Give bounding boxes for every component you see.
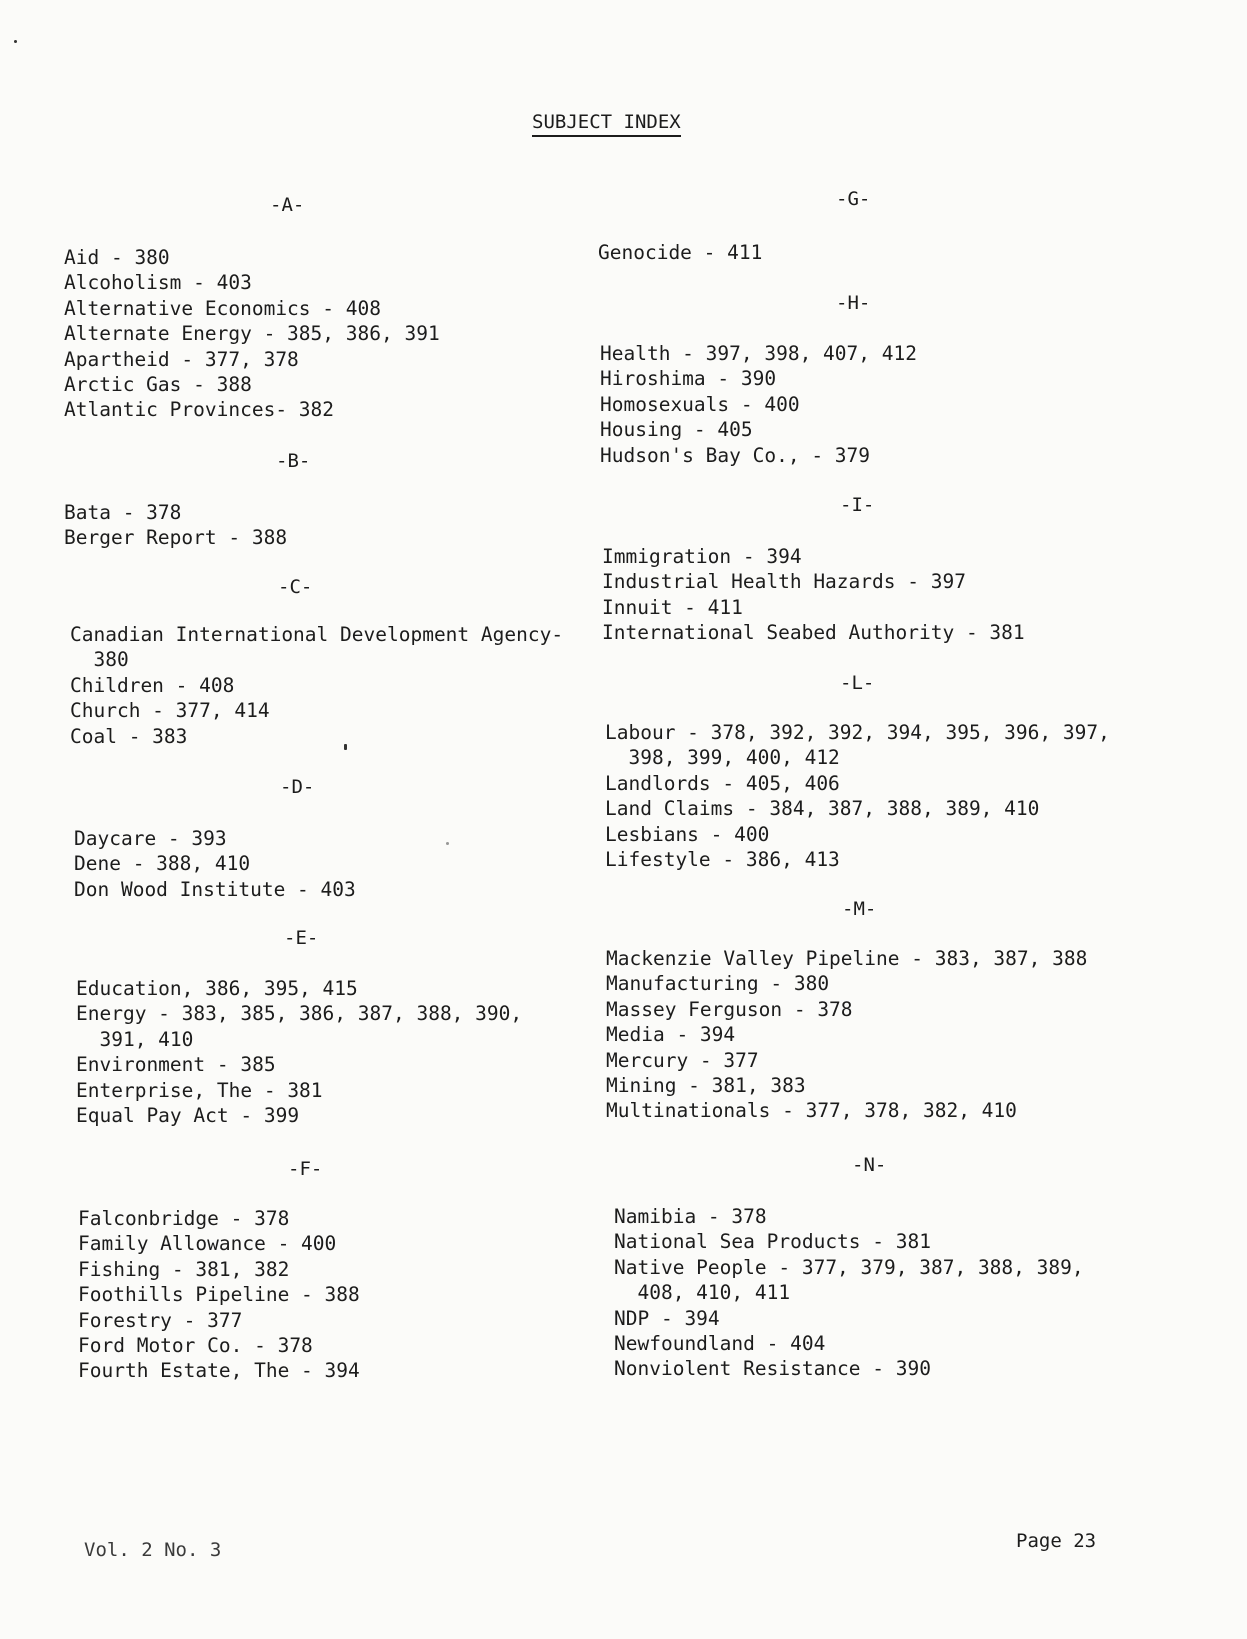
index-entry: NDP - 394 [614, 1306, 720, 1330]
index-entry: Nonviolent Resistance - 390 [614, 1357, 931, 1381]
section-letter: -I- [840, 494, 875, 516]
entry-list [605, 720, 1205, 872]
index-entry: Genocide - 411 [598, 241, 763, 264]
entry-list [606, 946, 1206, 1124]
index-entry: Canadian International Development Agency- [70, 623, 564, 646]
scan-speck [14, 40, 17, 43]
index-entry: Mining - 381, 383 [606, 1074, 806, 1098]
section-letter: -H- [836, 292, 871, 314]
index-entry: Church - 377, 414 [70, 699, 270, 723]
index-entry: Equal Pay Act - 399 [76, 1104, 300, 1128]
index-entry: Bata - 378 [64, 501, 182, 524]
page-number: Page 23 [1016, 1530, 1097, 1552]
index-entry: Ford Motor Co. - 378 [78, 1334, 313, 1358]
index-entry: Fourth Estate, The - 394 [78, 1359, 360, 1383]
index-entry: Industrial Health Hazards - 397 [602, 570, 966, 594]
index-entry: Apartheid - 377, 378 [64, 347, 299, 371]
index-entry: Housing - 405 [600, 418, 753, 442]
index-entry: Atlantic Provinces- 382 [64, 398, 335, 422]
index-entry: Falconbridge - 378 [78, 1207, 290, 1230]
index-entry: Labour - 378, 392, 392, 394, 395, 396, 397, [605, 721, 1110, 744]
section-letter: -G- [836, 188, 871, 210]
index-entry: Alternative Economics - 408 [64, 296, 381, 320]
index-entry: International Seabed Authority - 381 [602, 621, 1025, 645]
index-entry: Landlords - 405, 406 [605, 771, 840, 795]
index-entry: Immigration - 394 [602, 545, 802, 568]
index-entry: Coal - 383 [70, 724, 188, 748]
section-letter: -F- [288, 1158, 323, 1180]
index-entry: Innuit - 411 [602, 595, 743, 619]
scan-speck [446, 842, 449, 845]
index-entry: Newfoundland - 404 [614, 1332, 826, 1356]
index-entry: Alternate Energy - 385, 386, 391 [64, 322, 440, 346]
entry-list [614, 1204, 1214, 1382]
index-entry: Lifestyle - 386, 413 [605, 848, 840, 872]
index-entry: National Sea Products - 381 [614, 1230, 931, 1254]
entry-list [602, 544, 1202, 646]
index-entry: 408, 410, 411 [614, 1281, 791, 1305]
section-letter: -M- [842, 898, 877, 920]
index-entry: Arctic Gas - 388 [64, 373, 252, 397]
index-entry: Lesbians - 400 [605, 822, 770, 846]
index-entry: Homosexuals - 400 [600, 392, 800, 416]
index-entry: Manufacturing - 380 [606, 972, 830, 996]
index-entry: Children - 408 [70, 673, 235, 697]
section-letter: -D- [280, 776, 315, 798]
index-entry: Alcoholism - 403 [64, 271, 252, 295]
index-entry: Environment - 385 [76, 1053, 276, 1077]
index-entry: Health - 397, 398, 407, 412 [600, 342, 917, 365]
index-entry: Family Allowance - 400 [78, 1232, 337, 1256]
index-entry: Forestry - 377 [78, 1308, 243, 1332]
section-letter: -E- [284, 927, 319, 949]
entry-list [600, 341, 1200, 468]
section-letter: -N- [852, 1154, 887, 1176]
index-entry: Don Wood Institute - 403 [74, 877, 356, 901]
section-letter: -C- [278, 576, 313, 598]
scan-speck [344, 744, 347, 750]
index-entry: Dene - 388, 410 [74, 852, 251, 876]
index-entry: 380 [70, 648, 129, 672]
index-entry: Hudson's Bay Co., - 379 [600, 443, 871, 467]
index-entry: Mackenzie Valley Pipeline - 383, 387, 388 [606, 947, 1088, 970]
index-entry: Fishing - 381, 382 [78, 1257, 290, 1281]
page-title: SUBJECT INDEX [532, 110, 681, 137]
index-entry: Mercury - 377 [606, 1048, 759, 1072]
index-entry: 391, 410 [76, 1027, 194, 1051]
index-entry: Namibia - 378 [614, 1205, 767, 1228]
index-entry: Energy - 383, 385, 386, 387, 388, 390, [76, 1002, 523, 1026]
index-entry: Aid - 380 [64, 246, 170, 269]
index-entry: Foothills Pipeline - 388 [78, 1283, 360, 1307]
index-entry: Hiroshima - 390 [600, 367, 777, 391]
entry-list [598, 240, 1198, 265]
index-entry: Education, 386, 395, 415 [76, 977, 358, 1000]
section-letter: -A- [270, 194, 305, 216]
volume-number: Vol. 2 No. 3 [84, 1539, 222, 1561]
index-entry: 398, 399, 400, 412 [605, 746, 840, 770]
section-letter: -L- [840, 672, 875, 694]
index-entry: Enterprise, The - 381 [76, 1078, 323, 1102]
index-entry: Daycare - 393 [74, 827, 227, 850]
index-entry: Land Claims - 384, 387, 388, 389, 410 [605, 797, 1040, 821]
section-letter: -B- [276, 450, 311, 472]
index-entry: Media - 394 [606, 1023, 736, 1047]
index-entry: Berger Report - 388 [64, 526, 288, 550]
index-entry: Massey Ferguson - 378 [606, 997, 853, 1021]
index-entry: Multinationals - 377, 378, 382, 410 [606, 1099, 1017, 1123]
index-entry: Native People - 377, 379, 387, 388, 389, [614, 1255, 1084, 1279]
